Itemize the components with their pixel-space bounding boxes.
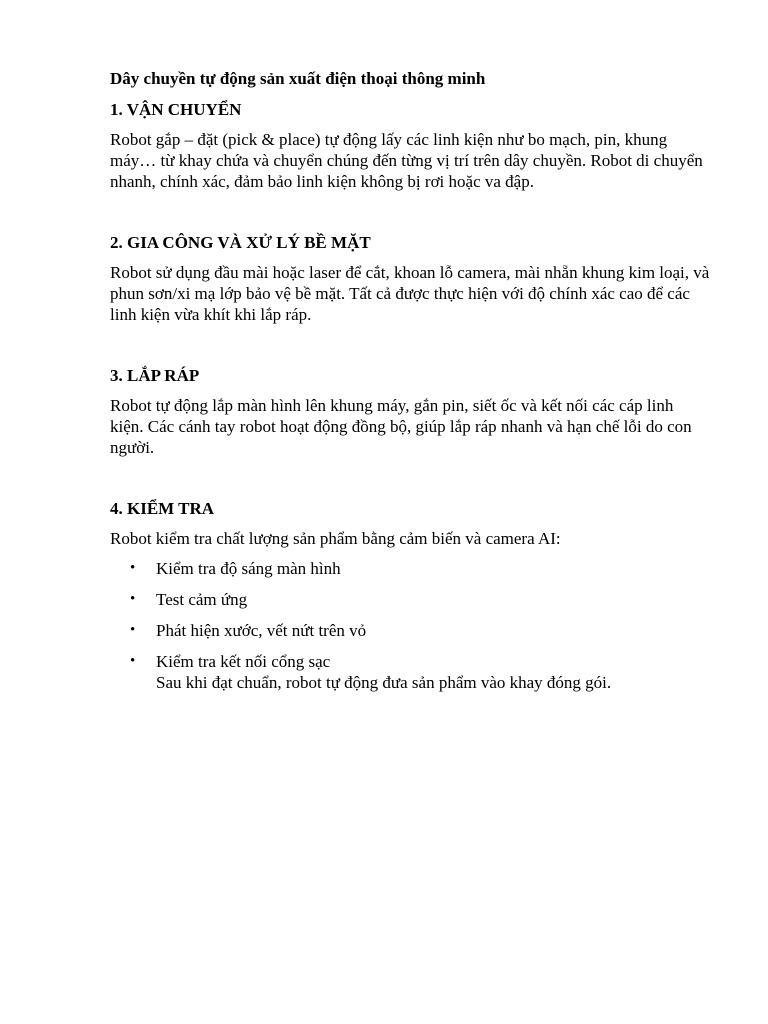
- bullet-text: Test cảm ứng: [156, 590, 248, 609]
- section-heading-inspection: 4. KIỂM TRA: [110, 499, 215, 518]
- bullet-text: Kiểm tra kết nối cổng sạc: [156, 652, 331, 671]
- bullet-icon: •: [130, 653, 136, 669]
- section-body-assembly: Robot tự động lắp màn hình lên khung máy, gắn pin, siết ốc và kết nối các cáp linh kiện. Các cánh tay robot hoạt động đồng bộ, giúp lắp ráp nhanh và hạn chế lỗi do con người.: [110, 396, 692, 457]
- document-page: [110, 68, 710, 733]
- inspection-bullet-list: [110, 558, 710, 693]
- bullet-icon: •: [130, 560, 136, 576]
- bullet-text: Kiểm tra độ sáng màn hình: [156, 559, 341, 578]
- list-item: [110, 620, 710, 641]
- section-machining: [110, 232, 710, 325]
- section-body-transport: Robot gắp – đặt (pick & place) tự động lấy các linh kiện như bo mạch, pin, khung máy… từ khay chứa và chuyển chúng đến từng vị trí trên dây chuyền. Robot di chuyển nhanh, chính xác, đảm bảo linh kiện không bị rơi hoặc va đập.: [110, 130, 703, 191]
- bullet-icon: •: [130, 591, 136, 607]
- list-item: [110, 558, 710, 579]
- list-item: [110, 651, 710, 693]
- bullet-icon: •: [130, 622, 136, 638]
- section-transport: [110, 99, 710, 192]
- section-heading-transport: 1. VẬN CHUYỂN: [110, 100, 242, 119]
- section-assembly: [110, 365, 710, 458]
- inspection-closing-text: Sau khi đạt chuẩn, robot tự động đưa sản phẩm vào khay đóng gói.: [156, 673, 612, 692]
- section-heading-assembly: 3. LẮP RÁP: [110, 366, 200, 385]
- section-heading-machining: 2. GIA CÔNG VÀ XỬ LÝ BỀ MẶT: [110, 233, 371, 252]
- document-title: Dây chuyền tự động sản xuất điện thoại thông minh: [110, 69, 486, 88]
- list-item: [110, 589, 710, 610]
- section-body-machining: Robot sử dụng đầu mài hoặc laser để cắt, khoan lỗ camera, mài nhẵn khung kim loại, và phun sơn/xi mạ lớp bảo vệ bề mặt. Tất cả được thực hiện với độ chính xác cao để các linh kiện vừa khít khi lắp ráp.: [110, 263, 710, 324]
- section-body-inspection: Robot kiểm tra chất lượng sản phẩm bằng cảm biến và camera AI:: [110, 529, 561, 548]
- section-inspection: [110, 498, 710, 693]
- bullet-text: Phát hiện xước, vết nứt trên vỏ: [156, 621, 367, 640]
